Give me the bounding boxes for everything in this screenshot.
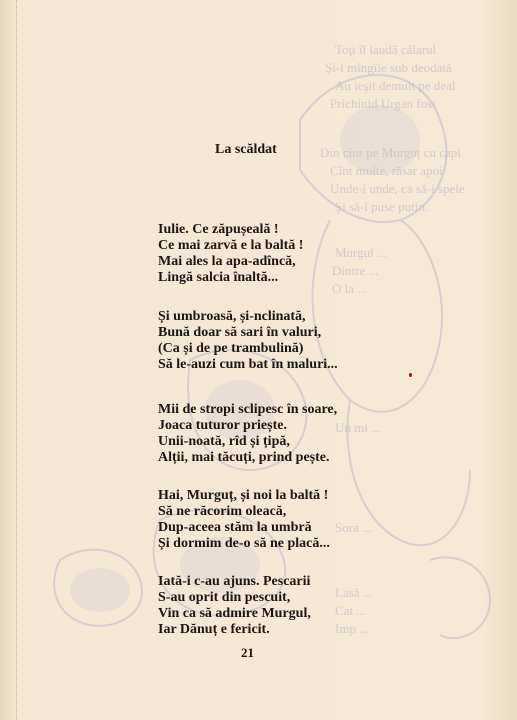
verse-line: Bună doar să sari în valuri, — [158, 325, 322, 340]
verse-line: Iulie. Ce zăpușeală ! — [158, 222, 279, 237]
stanza-3 — [158, 402, 337, 466]
verse-line: Lingă salcia înaltă... — [158, 270, 279, 285]
verse-line: Vin ca să admire Murgul, — [158, 606, 311, 621]
verse-line: Ce mai zarvă e la baltă ! — [158, 238, 304, 253]
verse-line: Unii-noată, rîd și țipă, — [158, 434, 290, 449]
verse-line: Mai ales la apa-adîncă, — [158, 254, 296, 269]
verse-line: S-au oprit din pescuit, — [158, 590, 291, 605]
verse-line: Și umbroasă, și-nclinată, — [158, 309, 306, 324]
verse-line: Să ne răcorim oleacă, — [158, 504, 287, 519]
stanza-1 — [158, 222, 303, 286]
verse-line: Dup-aceea stăm la umbră — [158, 520, 312, 535]
verse-line: (Ca și de pe trambulină) — [158, 341, 304, 356]
verse-line: Să le-auzi cum bat în maluri... — [158, 357, 338, 372]
verse-line: Iată-i c-au ajuns. Pescarii — [158, 574, 311, 589]
verse-line: Și dormim de-o să ne placă... — [158, 536, 330, 551]
verse-line: Iar Dănuț e fericit. — [158, 622, 270, 637]
page-number: 21 — [241, 645, 254, 660]
ink-speck — [409, 373, 412, 377]
book-page: Toţi îl laudă câlarul Şi-l mîngîie sub deodată Au ieşit demult pe deal Prichinid Urgan fost Din ciur pe Murguț cu capi Cînt multe, răsar apoi Unde-i unde, ca să-i spele Şi să-l puse putin. Murgul ... Dintre ... O la ... Un mi ... Sora ... Lasă ... Cat ... Imp ... La scăldat Iulie. Ce zăpușeală ! Ce mai zarvă e la baltă ! Mai ales la apa-adîncă, Lingă salcia înaltă... Și umbroasă, și-nclinată, Bună doar să sari în valuri, (Ca și de pe trambulină) Să le-auzi cum bat în maluri... Mii de stropi sclipesc în soare, Joaca tuturor priește. Unii-noată, rîd și țipă, Alții, mai tăcuți, prind pește. Hai, Murguț, și noi la baltă ! Să ne răcorim oleacă, Dup-aceea stăm la umbră Și dormim de-o să ne placă... Iată-i c-au ajuns. Pescarii S-au oprit din pescuit, Vin ca să admire Murgul, Iar Dănuț e fericit. 21 — [0, 0, 517, 720]
stanza-2 — [158, 309, 338, 373]
verse-line: Joaca tuturor priește. — [158, 418, 287, 433]
verse-line: Mii de stropi sclipesc în soare, — [158, 402, 338, 417]
poem-title: La scăldat — [215, 142, 277, 157]
verse-line: Alții, mai tăcuți, prind pește. — [158, 450, 330, 465]
verse-line: Hai, Murguț, și noi la baltă ! — [158, 488, 329, 503]
stanza-4 — [158, 488, 330, 552]
stanza-5 — [158, 574, 311, 638]
